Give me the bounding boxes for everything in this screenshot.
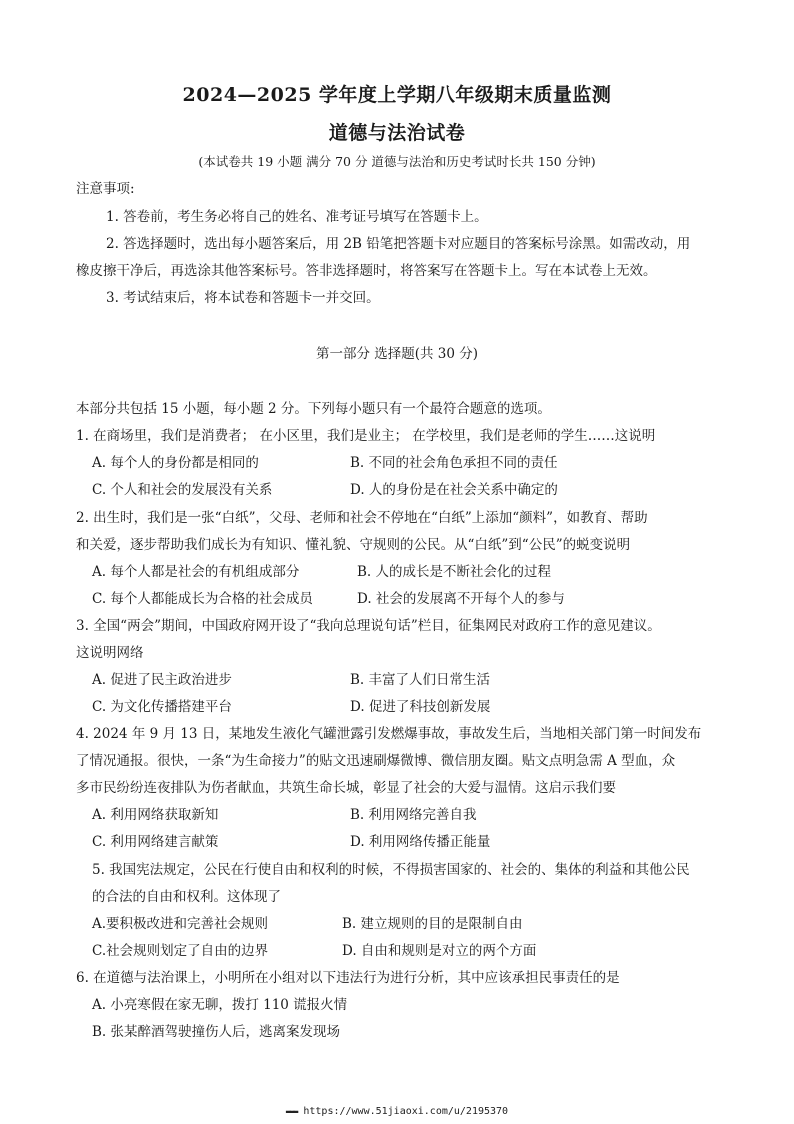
q3-stem-line-1: 3. 全国“两会”期间，中国政府网开设了“我向总理说句话”栏目，征集网民对政府工作的意见建议。 [76, 618, 661, 634]
q5-stem-line-1: 5. 我国宪法规定，公民在行使自由和权利的时候，不得损害国家的、社会的、集体的利益和其他公民 [92, 862, 690, 878]
q5-stem-line-2: 的合法的自由和权利。这体现了 [92, 889, 281, 905]
q5-option-d: D. 自由和规则是对立的两个方面 [342, 943, 537, 959]
q6-option-a: A. 小亮寒假在家无聊，拨打 110 谎报火情 [92, 997, 348, 1013]
q5-option-c: C.社会规则划定了自由的边界 [92, 943, 269, 959]
notice-item-2-line-2: 橡皮擦干净后，再选涂其他答案标号。答非选择题时，将答案写在答题卡上。写在本试卷上无效。 [76, 263, 657, 279]
part1-heading: 第一部分 选择题(共 30 分) [315, 346, 479, 362]
q4-stem-line-2: 了情况通报。很快，一条“为生命接力”的贴文迅速刷爆微博、微信朋友圈。贴文点明急需 A 型血，众 [76, 753, 676, 769]
q4-stem-line-1: 4. 2024 年 9 月 13 日，某地发生液化气罐泄露引发燃爆事故，事故发生后，当地相关部门第一时间发布 [76, 726, 702, 742]
q6-stem: 6. 在道德与法治课上，小明所在小组对以下违法行为进行分析，其中应该承担民事责任的是 [76, 970, 620, 986]
q5-option-b: B. 建立规则的目的是限制自由 [342, 916, 523, 932]
notice-item-2-line-1: 2. 答选择题时，选出每小题答案后，用 2B 铅笔把答题卡对应题目的答案标号涂黑。如需改动，用 [106, 236, 691, 252]
page-footer [0, 1106, 794, 1117]
q6-option-b: B. 张某醉酒驾驶撞伤人后，逃离案发现场 [92, 1024, 341, 1040]
exam-subtitle: 道德与法治试卷 [328, 122, 466, 144]
q3-option-a: A. 促进了民主政治进步 [92, 672, 232, 688]
q4-option-a: A. 利用网络获取新知 [92, 807, 219, 823]
q1-option-a: A. 每个人的身份都是相同的 [92, 455, 259, 471]
notice-heading: 注意事项: [76, 181, 135, 197]
q3-option-d: D. 促进了科技创新发展 [350, 699, 491, 715]
exam-info: (本试卷共 19 小题 满分 70 分 道德与法治和历史考试时长共 150 分钟) [198, 154, 596, 169]
q4-option-c: C. 利用网络建言献策 [92, 834, 219, 850]
q1-option-d: D. 人的身份是在社会关系中确定的 [350, 482, 558, 498]
q2-option-c: C. 每个人都能成长为合格的社会成员 [92, 591, 313, 607]
q4-option-d: D. 利用网络传播正能量 [350, 834, 491, 850]
footer-url[interactable]: https://www.51jiaoxi.com/u/2195370 [303, 1106, 509, 1117]
q3-option-b: B. 丰富了人们日常生活 [350, 672, 491, 688]
q2-stem-line-2: 和关爱，逐步帮助我们成长为有知识、懂礼貌、守规则的公民。从“白纸”到“公民”的蜕变说明 [76, 537, 631, 553]
watermark-logo-icon: ▬▬▬ [285, 1107, 298, 1116]
q2-option-a: A. 每个人都是社会的有机组成部分 [92, 564, 300, 580]
q2-option-b: B. 人的成长是不断社会化的过程 [357, 564, 552, 580]
q4-stem-line-3: 多市民纷纷连夜排队为伤者献血，共筑生命长城，彰显了社会的大爱与温情。这启示我们要 [76, 780, 616, 796]
q2-option-d: D. 社会的发展离不开每个人的参与 [357, 591, 565, 607]
q4-option-b: B. 利用网络完善自我 [350, 807, 477, 823]
q1-option-c: C. 个人和社会的发展没有关系 [92, 482, 273, 498]
part1-instructions: 本部分共包括 15 小题，每小题 2 分。下列每小题只有一个最符合题意的选项。 [76, 401, 551, 417]
q3-option-c: C. 为文化传播搭建平台 [92, 699, 232, 715]
notice-item-1: 1. 答卷前，考生务必将自己的姓名、准考证号填写在答题卡上。 [106, 209, 488, 225]
q1-stem: 1. 在商场里，我们是消费者； 在小区里，我们是业主； 在学校里，我们是老师的学生……这说明 [76, 428, 656, 444]
notice-item-3: 3. 考试结束后，将本试卷和答题卡一并交回。 [106, 290, 380, 306]
q1-option-b: B. 不同的社会角色承担不同的责任 [350, 455, 558, 471]
exam-title: 2024—2025 学年度上学期八年级期末质量监测 [182, 84, 612, 106]
q3-stem-line-2: 这说明网络 [76, 645, 144, 661]
q2-stem-line-1: 2. 出生时，我们是一张“白纸”，父母、老师和社会不停地在“白纸”上添加“颜料”，如教育、帮助 [76, 510, 648, 526]
q5-option-a: A.要积极改进和完善社会规则 [92, 916, 269, 932]
